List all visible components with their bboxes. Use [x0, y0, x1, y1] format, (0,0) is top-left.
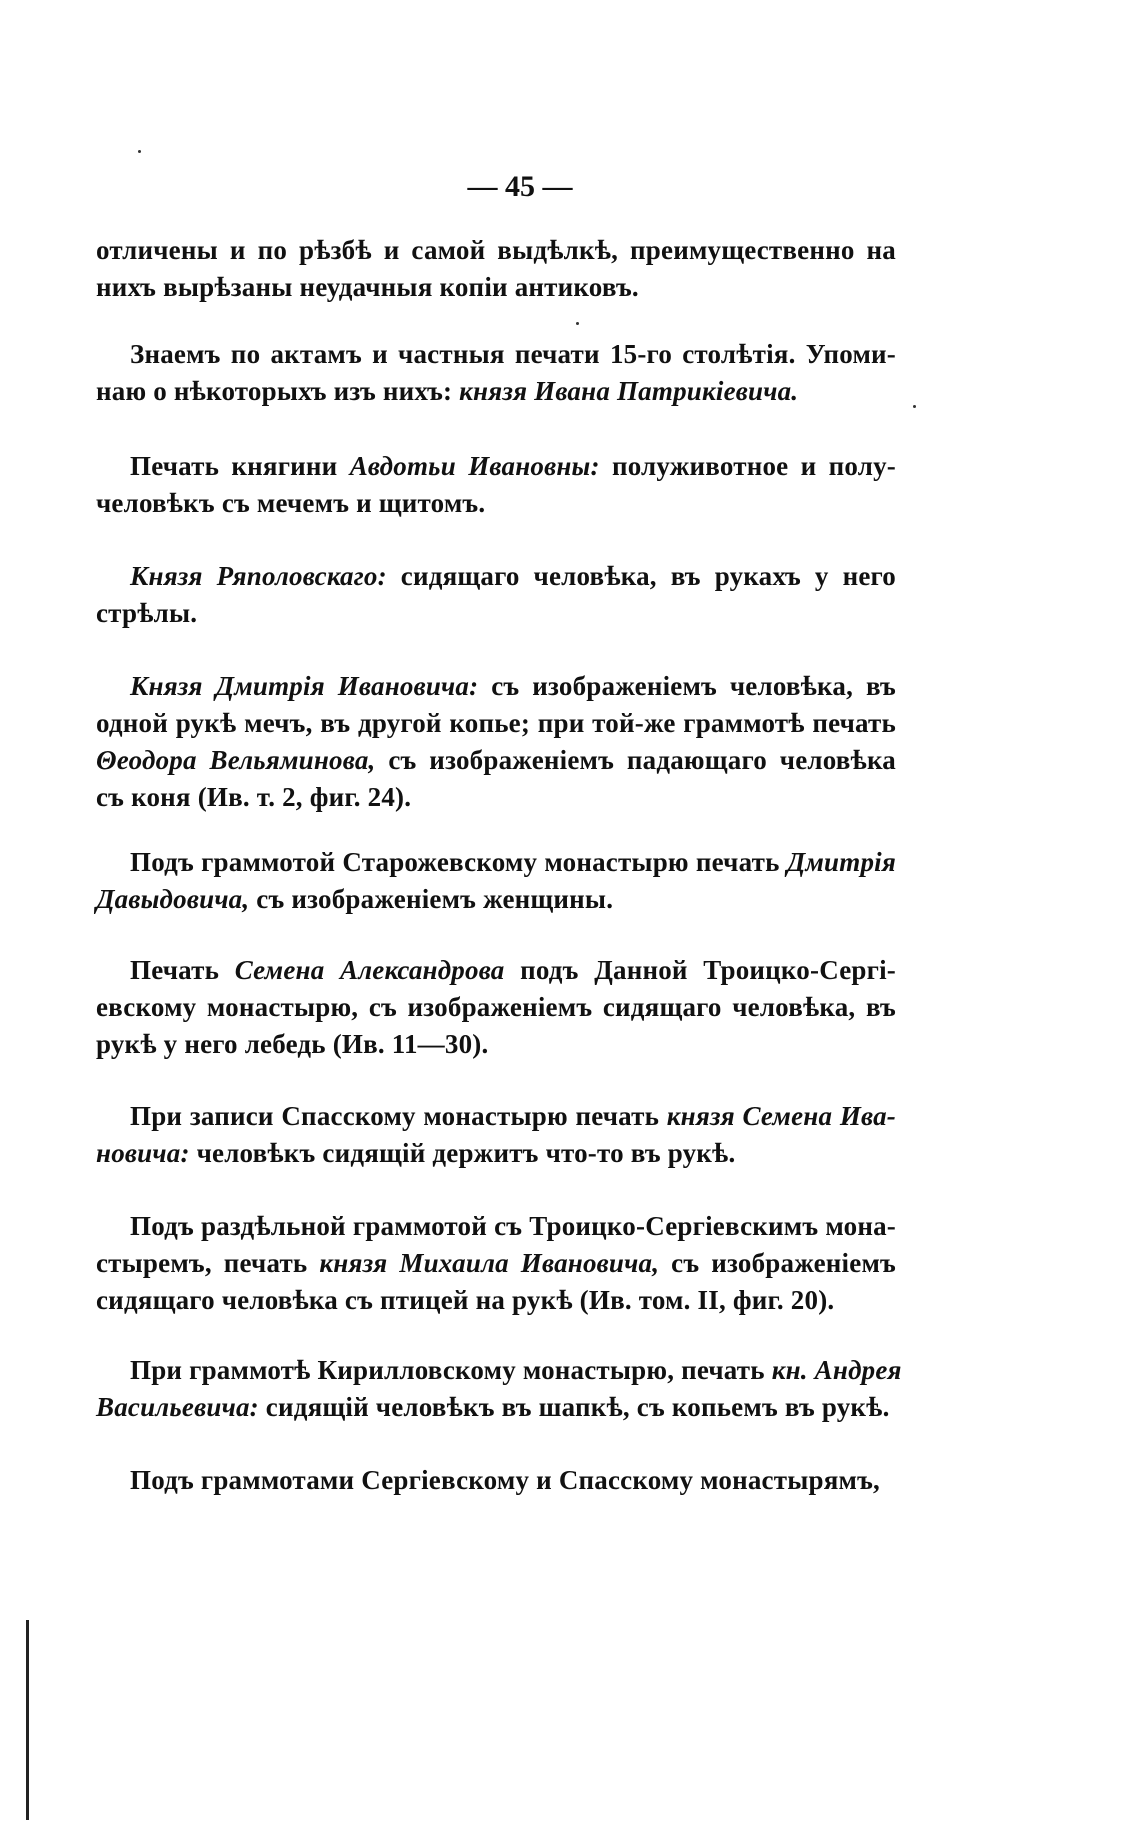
text-line: [96, 1098, 896, 1135]
text-line: [96, 668, 896, 705]
text-line: [96, 952, 896, 989]
text-run: съ изображеніемъ: [659, 1248, 896, 1278]
text-run: стрѣлы.: [96, 598, 198, 628]
text-run: человѣкъ съ мечемъ и щитомъ.: [96, 488, 486, 518]
paragraph: [96, 1462, 896, 1499]
text-line: [96, 989, 896, 1026]
italic-name: Семена Александрова: [234, 955, 505, 985]
paragraph: [96, 232, 896, 306]
italic-name: кн. Андрея: [771, 1355, 902, 1385]
text-run: Знаемъ по актамъ и частныя печати 15-го столѣтія. Упоми-: [130, 339, 896, 369]
text-run: полуживотное и полу-: [599, 451, 896, 481]
text-run: нихъ вырѣзаны неудачныя копіи антиковъ.: [96, 272, 639, 302]
italic-name: Давыдовича,: [96, 884, 250, 914]
text-line: [96, 1282, 896, 1319]
scan-speck: [913, 405, 916, 408]
text-run: Подъ раздѣльной граммотой съ Троицко-Сергіевскимъ мона-: [130, 1211, 896, 1241]
text-run: сидящій человѣкъ въ шапкѣ, съ копьемъ въ рукѣ.: [258, 1392, 890, 1422]
italic-name: Дмитрія: [786, 847, 896, 877]
paragraph: [96, 1208, 896, 1319]
text-run: человѣкъ сидящій держитъ что-то въ рукѣ.: [189, 1138, 736, 1168]
text-line: [96, 1135, 896, 1172]
text-run: сидящаго человѣка съ птицей на рукѣ (Ив. том. II, фиг. 20).: [96, 1285, 835, 1315]
text-line: [96, 844, 896, 881]
paragraph: [96, 1352, 902, 1426]
text-line: [96, 1208, 896, 1245]
text-run: съ коня (Ив. т. 2, фиг. 24).: [96, 782, 412, 812]
text-line: [96, 779, 896, 816]
text-run: Подъ граммотой Старожевскому монастырю печать: [130, 847, 787, 877]
scan-speck: [576, 322, 579, 325]
page-number: — 45 —: [467, 170, 573, 203]
text-run: Подъ граммотами Сергіевскому и Спасскому монастырямъ,: [130, 1465, 880, 1495]
text-run: сидящаго человѣка, въ рукахъ у него: [386, 561, 897, 591]
italic-name: князя Семена Ива-: [666, 1101, 896, 1131]
paragraph: [96, 952, 896, 1063]
scan-edge-line: [26, 1620, 29, 1820]
text-line: [96, 269, 896, 306]
text-line: [96, 448, 896, 485]
text-line: [96, 373, 896, 410]
text-line: [96, 1245, 896, 1282]
text-run: стыремъ, печать: [96, 1248, 320, 1278]
italic-name: Θеодора Вельяминова,: [96, 745, 376, 775]
text-line: [96, 1462, 896, 1499]
italic-name: князя Ивана Патрикіевича.: [459, 376, 799, 406]
text-line: [96, 1352, 902, 1389]
text-line: [96, 558, 896, 595]
text-run: При граммотѣ Кирилловскому монастырю, печать: [130, 1355, 772, 1385]
text-line: [96, 742, 896, 779]
text-run: Печать княгини: [130, 451, 350, 481]
paragraph: [96, 844, 896, 918]
text-run: подъ Данной Троицко-Сергі-: [504, 955, 896, 985]
italic-name: Князя Ряполовскаго:: [130, 561, 387, 591]
paragraph: [96, 448, 896, 522]
text-run: одной рукѣ мечъ, въ другой копье; при той-же граммотѣ печать: [96, 708, 896, 738]
text-run: При записи Спасскому монастырю печать: [130, 1101, 667, 1131]
text-line: [96, 1389, 896, 1426]
italic-name: князя Михаила Ивановича,: [319, 1248, 660, 1278]
text-run: съ изображеніемъ человѣка, въ: [478, 671, 896, 701]
paragraph: [96, 558, 896, 632]
text-run: Печать: [130, 955, 235, 985]
italic-name: Князя Дмитрія Ивановича:: [130, 671, 479, 701]
paragraph: [96, 1098, 896, 1172]
text-run: съ изображеніемъ падающаго человѣка: [375, 745, 897, 775]
paragraph: [96, 336, 896, 410]
italic-name: новича:: [96, 1138, 190, 1168]
paragraph: [96, 668, 896, 816]
text-line: [96, 595, 896, 632]
text-line: [96, 1026, 896, 1063]
scan-speck: [138, 150, 141, 153]
text-run: рукѣ у него лебедь (Ив. 11—30).: [96, 1029, 489, 1059]
text-line: [96, 705, 896, 742]
italic-name: Васильевича:: [96, 1392, 259, 1422]
text-run: отличены и по рѣзбѣ и самой выдѣлкѣ, преимущественно на: [96, 235, 896, 265]
text-line: [96, 336, 896, 373]
text-run: съ изображеніемъ женщины.: [249, 884, 614, 914]
text-line: [96, 232, 896, 269]
italic-name: Авдотьи Ивановны:: [349, 451, 600, 481]
text-line: [96, 485, 896, 522]
text-run: наю о нѣкоторыхъ изъ нихъ:: [96, 376, 460, 406]
text-line: [96, 881, 896, 918]
text-run: евскому монастырю, съ изображеніемъ сидящаго человѣка, въ: [96, 992, 896, 1022]
